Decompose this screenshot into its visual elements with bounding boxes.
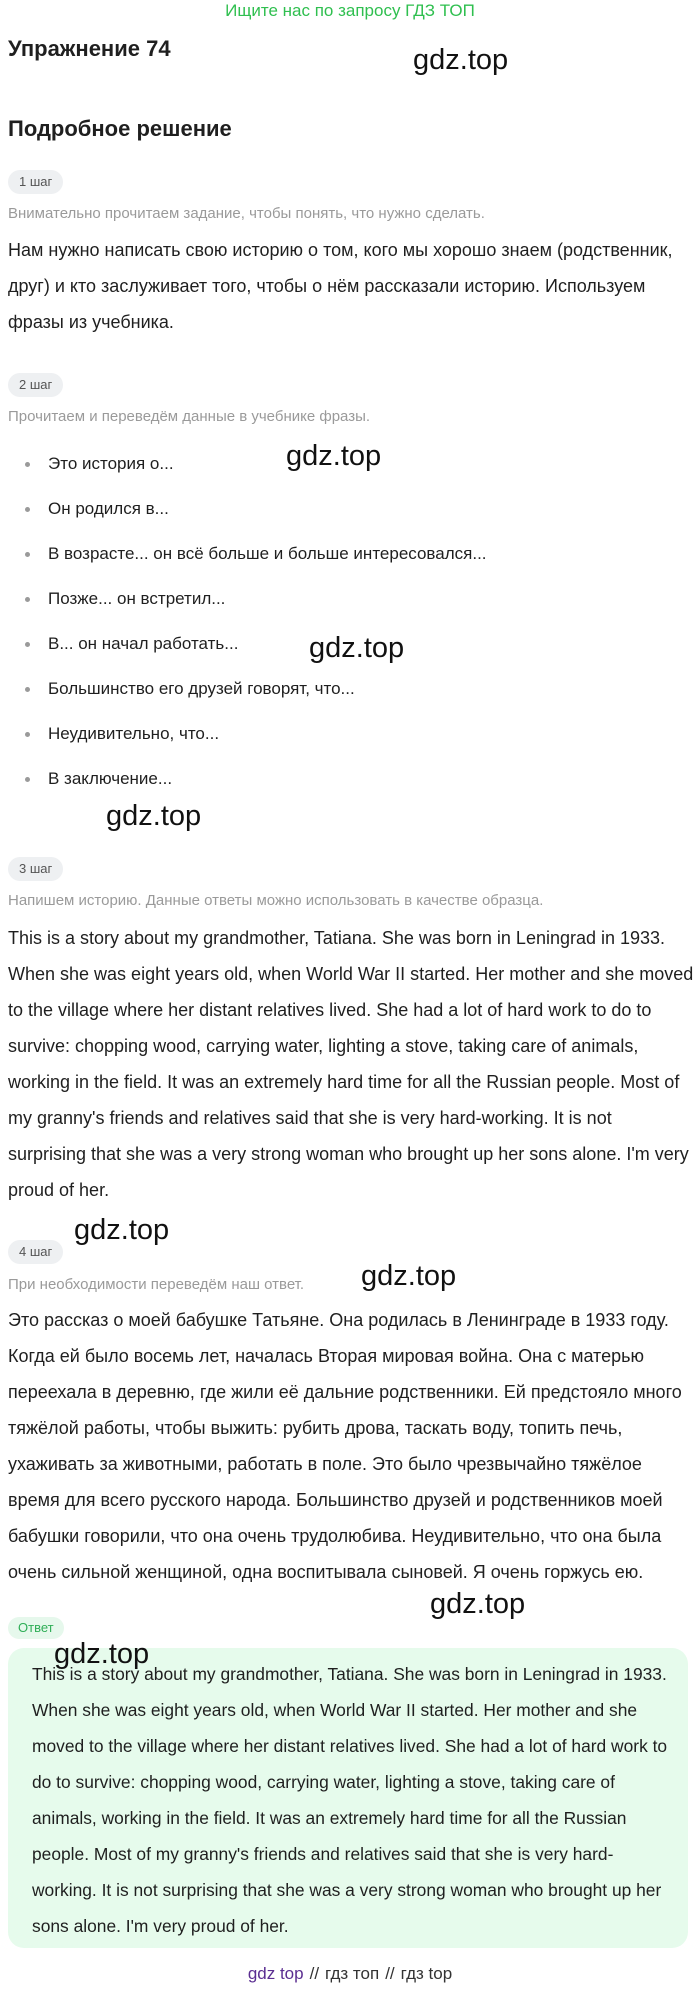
bullet-icon: [25, 597, 30, 602]
list-item: Это история о...: [0, 446, 487, 491]
watermark: gdz.top: [413, 44, 509, 76]
answer-text: This is a story about my grandmother, Tatiana. She was born in Leningrad in 1933. When she was eight years old, when World War II started. Her mother and she moved to the village where her distant relatives lived. She had a lot of hard work to do to survive: chopping wood, carrying water, lighting a stove, taking care of animals, working in the field. It was an extremely hard time for all the Russian people. Most of my granny's friends and relatives said that she is very hard-working. It is not surprising that she was a very strong woman who brought up her sons alone. I'm very proud of her.: [32, 1664, 668, 1936]
phrase-list: [0, 446, 487, 806]
section-title: Подробное решение: [8, 116, 232, 141]
bullet-icon: [25, 462, 30, 467]
watermark: gdz.top: [106, 800, 202, 832]
list-item: В... он начал работать...: [0, 626, 487, 671]
watermark: gdz.top: [309, 632, 405, 664]
bullet-icon: [25, 507, 30, 512]
footer-link-gdz-top-mixed[interactable]: гдз top: [400, 1964, 453, 1983]
step-1-note: Внимательно прочитаем задание, чтобы понять, что нужно сделать.: [8, 205, 485, 222]
step-4-text: Это рассказ о моей бабушке Татьяне. Она родилась в Ленинграде в 1933 году. Когда ей было восемь лет, началась Вторая мировая война. Она с матерью переехала в деревню, где жили её дальние родственники. Ей предстояло много тяжёлой работы, чтобы выжить: рубить дрова, таскать воду, топить печь, ухаживать за животными, работать в поле. Это было чрезвычайно тяжёлое время для всего русского народа. Большинство друзей и родственников моей бабушки говорили, что она очень трудолюбива. Неудивительно, что она была очень сильной женщиной, одна воспитывала сыновей. Я очень горжусь ею.: [8, 1310, 682, 1582]
list-item: Неудивительно, что...: [0, 716, 487, 761]
bullet-icon: [25, 642, 30, 647]
bullet-icon: [25, 687, 30, 692]
step-3-text: This is a story about my grandmother, Tatiana. She was born in Leningrad in 1933. When she was eight years old, when World War II started. Her mother and she moved to the village where her distant relatives lived. She had a lot of hard work to do to survive: chopping wood, carrying water, lighting a stove, taking care of animals, working in the field. It was an extremely hard time for all the Russian people. Most of my granny's friends and relatives said that she is very hard-working. It is not surprising that she was a very strong woman who brought up her sons alone. I'm very proud of her.: [8, 928, 694, 1200]
step-1-badge: 1 шаг: [8, 170, 63, 194]
list-item: В возрасте... он всё больше и больше интересовался...: [0, 536, 487, 581]
step-1-text: Нам нужно написать свою историю о том, кого мы хорошо знаем (родственник, друг) и кто заслуживает того, чтобы о нём рассказали историю. Используем фразы из учебника.: [8, 240, 673, 332]
footer-link-gdz-top[interactable]: gdz top: [247, 1964, 304, 1983]
bullet-icon: [25, 777, 30, 782]
bullet-icon: [25, 732, 30, 737]
watermark: gdz.top: [430, 1588, 526, 1620]
footer-links: [0, 1964, 700, 1984]
step-3-badge: 3 шаг: [8, 857, 63, 881]
watermark: gdz.top: [361, 1260, 457, 1292]
footer-separator: //: [385, 1964, 395, 1983]
watermark: gdz.top: [74, 1214, 170, 1246]
search-banner: Ищите нас по запросу ГДЗ ТОП: [225, 1, 475, 20]
step-3-note: Напишем историю. Данные ответы можно использовать в качестве образца.: [8, 892, 544, 909]
list-item: Большинство его друзей говорят, что...: [0, 671, 487, 716]
footer-separator: //: [309, 1964, 320, 1983]
watermark: gdz.top: [54, 1638, 150, 1670]
answer-badge: Ответ: [8, 1617, 64, 1639]
list-item: Он родился в...: [0, 491, 487, 536]
step-4-badge: 4 шаг: [8, 1240, 63, 1264]
step-2-badge: 2 шаг: [8, 373, 63, 397]
list-item: В заключение...: [0, 761, 487, 806]
step-4-note: При необходимости переведём наш ответ.: [8, 1276, 305, 1293]
step-2-note: Прочитаем и переведём данные в учебнике фразы.: [8, 408, 371, 425]
exercise-title: Упражнение 74: [8, 36, 171, 61]
footer-link-gdz-top-ru[interactable]: гдз топ: [325, 1964, 380, 1983]
answer-box: [8, 1648, 688, 1948]
bullet-icon: [25, 552, 30, 557]
watermark: gdz.top: [286, 440, 382, 472]
list-item: Позже... он встретил...: [0, 581, 487, 626]
